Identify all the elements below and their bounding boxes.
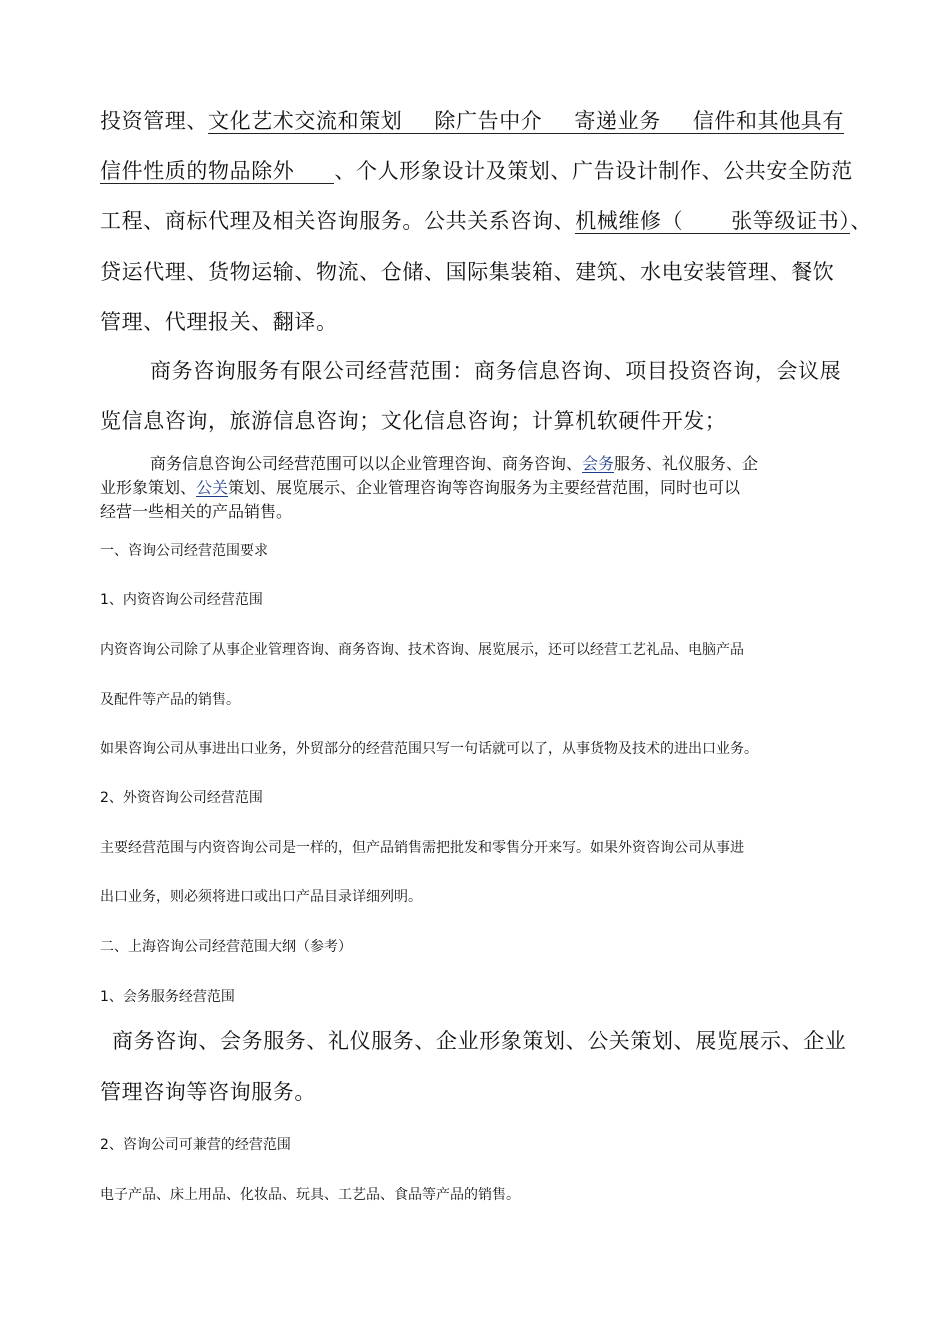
underlined-text: 信件和其他具有 [692,109,845,133]
section1-sub1-heading: 1、内资咨询公司经营范围 [100,592,263,608]
para1-line3 [100,205,872,235]
para3-text: 商务信息咨询公司经营范围可以以企业管理咨询、商务咨询、 [150,454,583,473]
section1-sub2-p1: 主要经营范围与内资咨询公司是一样的，但产品销售需把批发和零售分开来写。如果外资咨询公司从事进 [100,840,744,856]
underlined-text: 机械维修（ [575,209,684,233]
link-huiwu[interactable]: 会务 [582,454,615,473]
para1-line4: 贷运代理、货物运输、物流、仓储、国际集装箱、建筑、水电安装管理、餐饮 [100,260,835,284]
para2-line1: 商务咨询服务有限公司经营范围：商务信息咨询、项目投资咨询，会议展 [150,359,842,383]
para1-text: 、个人形象设计及策划、广告设计制作、公共安全防范 [334,159,853,183]
underlined-field [100,159,334,184]
para3-line3: 经营一些相关的产品销售。 [100,502,293,521]
section2-sub1-heading: 1、会务服务经营范围 [100,989,235,1005]
section2-sub1-line2: 管理咨询等咨询服务。 [100,1080,316,1104]
para3-text: 服务、礼仪服务、企 [614,454,759,473]
underlined-field [208,109,844,134]
section2-heading: 二、上海咨询公司经营范围大纲（参考） [100,939,352,955]
underlined-text: 寄递业务 [574,109,661,133]
para1-line1 [100,105,844,135]
section1-sub1-p2: 及配件等产品的销售。 [100,692,240,708]
para1-line5: 管理、代理报关、翻译。 [100,310,338,334]
section1-sub1-p3: 如果咨询公司从事进出口业务，外贸部分的经营范围只写一句话就可以了，从事货物及技术的进出口业务。 [100,741,758,757]
section1-heading: 一、咨询公司经营范围要求 [100,543,268,559]
para3-text: 业形象策划、 [100,478,197,497]
para3-line1 [150,451,758,474]
underlined-text: 信件性质的物品除外 [100,159,295,183]
section1-sub2-p2: 出口业务，则必须将进口或出口产品目录详细列明。 [100,889,422,905]
section1-sub1-p1: 内资咨询公司除了从事企业管理咨询、商务咨询、技术咨询、展览展示，还可以经营工艺礼品、电脑产品 [100,642,744,658]
para3-line2 [100,475,740,498]
section2-sub1-line1: 商务咨询、会务服务、礼仪服务、企业形象策划、公关策划、展览展示、企业 [112,1029,847,1053]
link-gongguan[interactable]: 公关 [196,478,229,497]
para2-line2: 览信息咨询，旅游信息咨询；文化信息咨询；计算机软硬件开发； [100,409,727,433]
underlined-text: 张等级证书） [731,209,851,233]
underlined-field [575,209,850,234]
para1-text: 工程、商标代理及相关咨询服务。公共关系咨询、 [100,209,576,233]
para3-text: 策划、展览展示、企业管理咨询等咨询服务为主要经营范围，同时也可以 [228,478,741,497]
section2-sub2-heading: 2、咨询公司可兼营的经营范围 [100,1137,291,1153]
para1-line2 [100,155,853,185]
para1-text: 投资管理、 [100,109,208,133]
section2-sub2-p1: 电子产品、床上用品、化妆品、玩具、工艺品、食品等产品的销售。 [100,1187,520,1203]
para1-text: 、 [850,209,872,233]
underlined-text: 文化艺术交流和策划 [208,109,403,133]
underlined-text: 除广告中介 [434,109,543,133]
section1-sub2-heading: 2、外资咨询公司经营范围 [100,790,263,806]
